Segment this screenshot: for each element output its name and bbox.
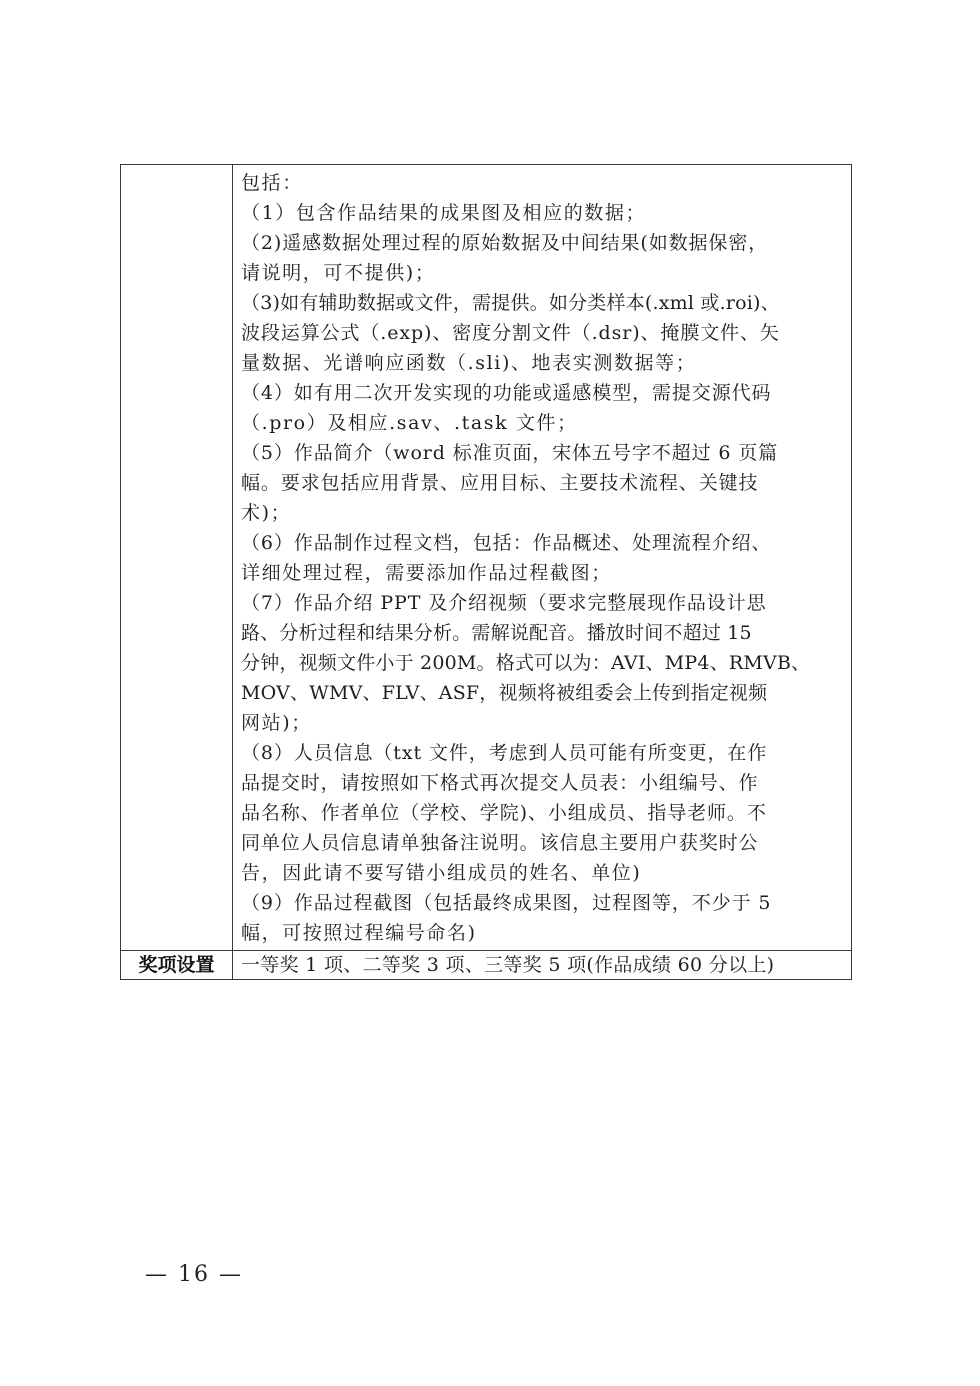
- awards-value: 一等奖 1 项、二等奖 3 项、三等奖 5 项(作品成绩 60 分以上): [241, 954, 775, 976]
- text-line: （7）作品介绍 PPT 及介绍视频（要求完整展现作品设计思: [241, 592, 767, 614]
- text-line: 详细处理过程，需要添加作品过程截图；: [241, 562, 612, 584]
- awards-value-cell: [233, 951, 852, 980]
- text-line: 量数据、光谱响应函数（.sli)、地表实测数据等；: [241, 352, 697, 374]
- awards-label: 奖项设置: [121, 951, 233, 980]
- text-line: 包括：: [241, 172, 303, 194]
- table-row-submission-materials: [121, 165, 852, 951]
- text-line: 网站)；: [241, 712, 312, 734]
- text-line: 品名称、作者单位（学校、学院)、小组成员、指导老师。不: [241, 802, 767, 824]
- text-line: （4）如有用二次开发实现的功能或遥感模型，需提交源代码: [241, 382, 772, 404]
- text-line: （6）作品制作过程文档，包括：作品概述、处理流程介绍、: [241, 532, 772, 554]
- text-line: （5）作品简介（word 标准页面，宋体五号字不超过 6 页篇: [241, 442, 779, 464]
- row-label-empty: [121, 165, 233, 951]
- text-line: （1）包含作品结果的成果图及相应的数据；: [241, 202, 647, 224]
- text-line: （2)遥感数据处理过程的原始数据及中间结果(如数据保密，: [241, 232, 769, 254]
- text-line: 幅，可按照过程编号命名): [241, 922, 477, 944]
- text-line: （.pro）及相应.sav、.task 文件；: [241, 412, 578, 434]
- text-line: 术)；: [241, 502, 292, 524]
- text-line: 同单位人员信息请单独备注说明。该信息主要用户获奖时公: [241, 832, 759, 854]
- text-line: 品提交时，请按照如下格式再次提交人员表：小组编号、作: [241, 772, 759, 794]
- text-line: （8）人员信息（txt 文件，考虑到人员可能有所变更，在作: [241, 742, 768, 764]
- submission-materials-content: [233, 165, 852, 951]
- text-line: （3)如有辅助数据或文件，需提供。如分类样本(.xml 或.roi)、: [241, 292, 780, 314]
- text-line: 幅。要求包括应用背景、应用目标、主要技术流程、关键技: [241, 472, 759, 494]
- text-line: 告，因此请不要写错小组成员的姓名、单位): [241, 862, 642, 884]
- text-line: 波段运算公式（.exp)、密度分割文件（.dsr)、掩膜文件、矢: [241, 322, 780, 344]
- page-number: — 16 —: [145, 1262, 243, 1287]
- table-row-awards: [121, 951, 852, 980]
- text-line: MOV、WMV、FLV、ASF，视频将被组委会上传到指定视频: [241, 682, 768, 704]
- text-line: 路、分析过程和结果分析。需解说配音。播放时间不超过 15: [241, 622, 752, 644]
- text-line: 分钟，视频文件小于 200M。格式可以为：AVI、MP4、RMVB、: [241, 652, 811, 674]
- text-line: 请说明，可不提供)；: [241, 262, 436, 284]
- text-line: （9）作品过程截图（包括最终成果图，过程图等，不少于 5: [241, 892, 772, 914]
- competition-spec-table: [120, 164, 852, 980]
